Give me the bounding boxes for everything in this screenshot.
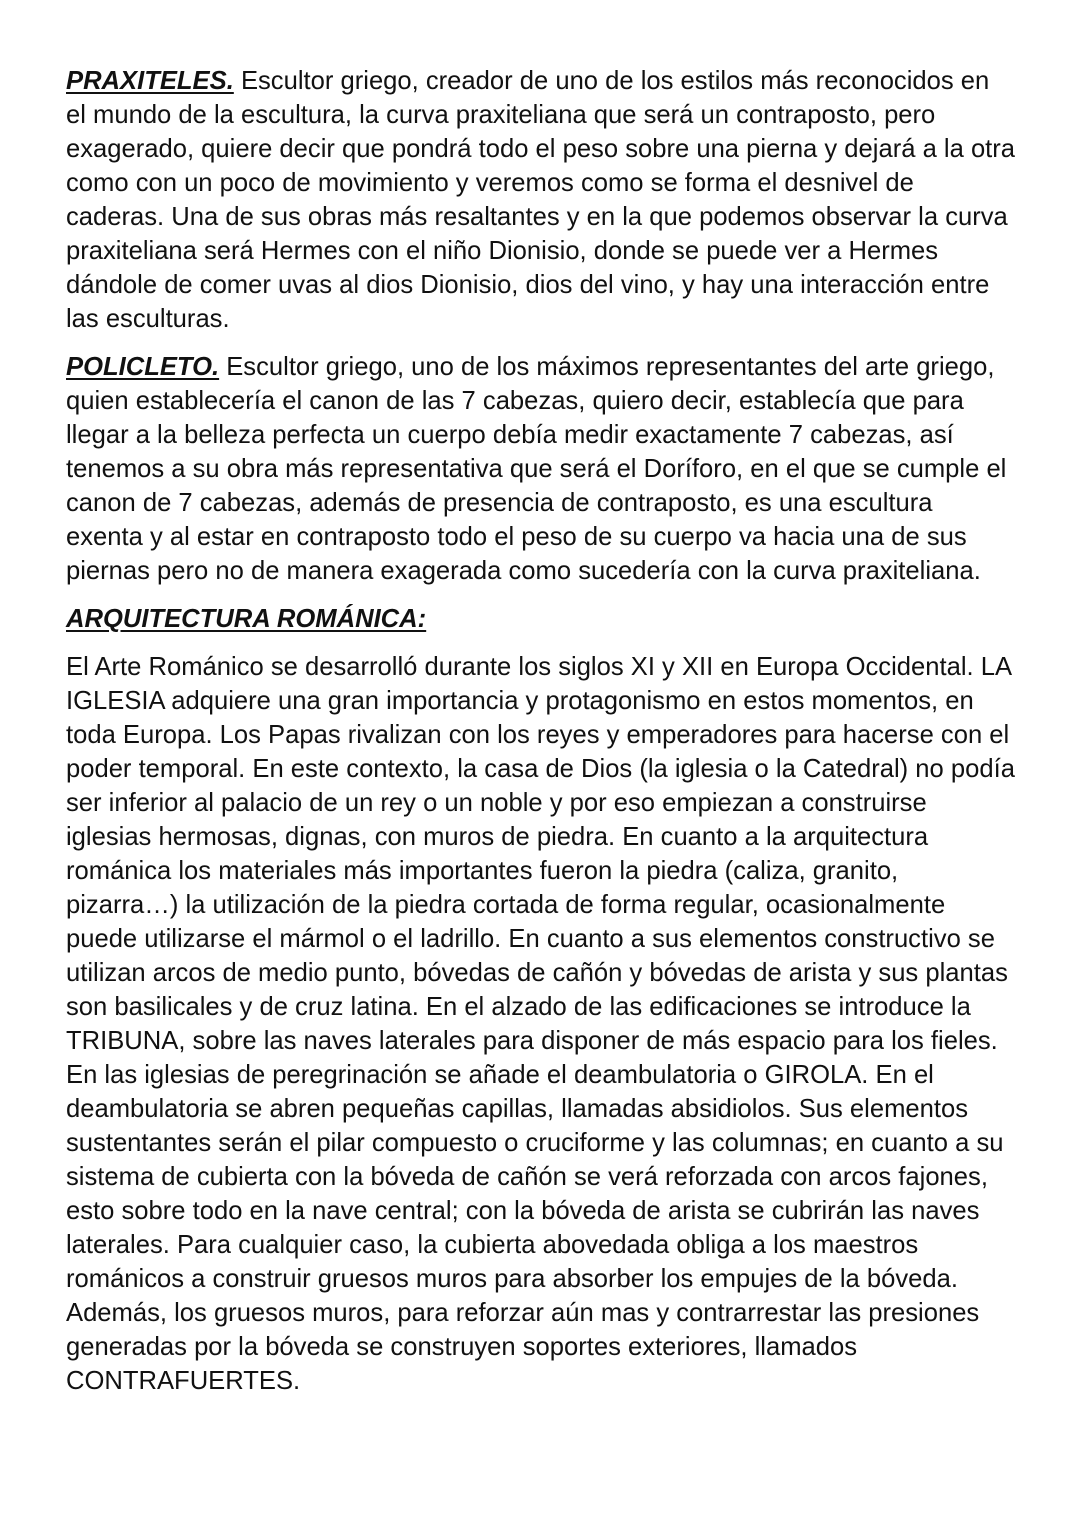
section-praxiteles-text: Escultor griego, creador de uno de los estilos más reconocidos en el mundo de la escultura, la curva praxiteliana que será un contraposto, pero exagerado, quiere decir que pondrá todo el peso sobre una pierna y dejará a la otra como con un poco de movimiento y veremos como se forma el desnivel de caderas. Una de sus obras más resaltantes y en la que podemos observar la curva praxiteliana será Hermes con el niño Dionisio, donde se puede ver a Hermes dándole de comer uvas al dios Dionisio, dios del vino, y hay una interacción entre las esculturas. [66,67,1016,333]
document-page [66,64,1016,1398]
term-praxiteles: PRAXITELES. [66,67,234,95]
section-policleto [66,350,1016,588]
body-paragraph: El Arte Románico se desarrolló durante los siglos XI y XII en Europa Occidental. LA IGLESIA adquiere una gran importancia y protagonismo en estos momentos, en toda Europa. Los Papas rivalizan con los reyes y emperadores para hacerse con el poder temporal. En este contexto, la casa de Dios (la iglesia o la Catedral) no podía ser inferior al palacio de un rey o un noble y por eso empiezan a construirse iglesias hermosas, dignas, con muros de piedra. En cuanto a la arquitectura románica los materiales más importantes fueron la piedra (caliza, granito, pizarra…) la utilización de la piedra cortada de forma regular, ocasionalmente puede utilizarse el mármol o el ladrillo. En cuanto a sus elementos constructivo se utilizan arcos de medio punto, bóvedas de cañón y bóvedas de arista y sus plantas son basilicales y de cruz latina. En el alzado de las edificaciones se introduce la TRIBUNA, sobre las naves laterales para disponer de más espacio para los fieles. En las iglesias de peregrinación se añade el deambulatoria o GIROLA. En el deambulatoria se abren pequeñas capillas, llamadas absidiolos. Sus elementos sustentantes serán el pilar compuesto o cruciforme y las columnas; en cuanto a su sistema de cubierta con la bóveda de cañón se verá reforzada con arcos fajones, esto sobre todo en la nave central; con la bóveda de arista se cubrirán las naves laterales. Para cualquier caso, la cubierta abovedada obliga a los maestros románicos a construir gruesos muros para absorber los empujes de la bóveda. Además, los gruesos muros, para reforzar aún mas y contrarrestar las presiones generadas por la bóveda se construyen soportes exteriores, llamados CONTRAFUERTES. [66,653,1015,1395]
section-heading: ARQUITECTURA ROMÁNICA: [66,605,427,633]
term-policleto: POLICLETO. [66,353,220,381]
section-policleto-text: Escultor griego, uno de los máximos representantes del arte griego, quien establecería el canon de las 7 cabezas, quiero decir, establecía que para llegar a la belleza perfecta un cuerpo debía medir exactamente 7 cabezas, así tenemos a su obra más representativa que será el Doríforo, en el que se cumple el canon de 7 cabezas, además de presencia de contraposto, es una escultura exenta y al estar en contraposto todo el peso de su cuerpo va hacia una de sus piernas pero no de manera exagerada como sucedería con la curva praxiteliana. [66,353,1007,585]
section-praxiteles [66,64,1016,336]
